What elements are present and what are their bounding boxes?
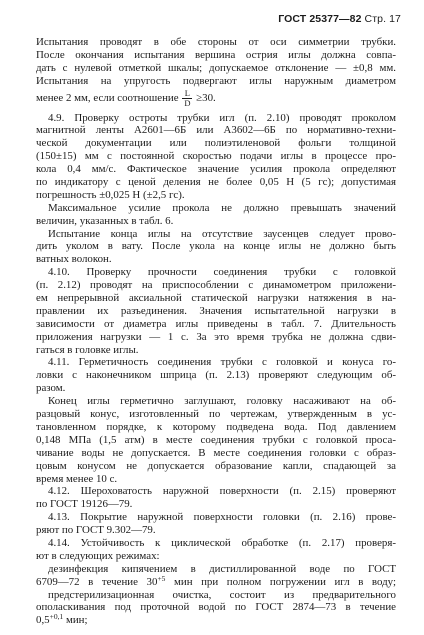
fraction-denominator: D [184, 97, 191, 108]
text-line: ряют по ГОСТ 9.302—79. [36, 524, 156, 537]
text-line: (150±15) мм с постоянной скоростью подачи иглы в процессе про- [36, 150, 396, 163]
text-line: правлении их разъединения. Значения испытательной нагрузки в [36, 304, 396, 317]
text-line: Испытание конца иглы на отсутствие заусенцев следует прово- [48, 227, 396, 240]
text-line: ческой документации или полиэтиленовой фольги толщиной [36, 137, 396, 150]
line-text: мин; [63, 614, 88, 627]
text-line: 4.12. Шероховатость наружной поверхности (п. 2.15) проверяют [48, 485, 396, 498]
text-line: магнитной ленты А2601—6Б или А3602—6Б по нормативно-техни- [36, 124, 396, 137]
text-line: После окончания испытания вершина острия иглы должна совпа- [36, 48, 396, 61]
text-line [36, 88, 396, 108]
text-line: 4.13. Покрытие наружной поверхности головки (п. 2.16) прове- [48, 511, 396, 524]
text-line: приложения нагрузки — 1 с. За это время трубка не должна сдви- [36, 330, 396, 343]
text-line: цовым конусом не допускается образование капли, спадающей за [36, 459, 396, 472]
text-line [36, 576, 396, 589]
text-line: Испытания проводят в обе стороны от оси симметрии трубки. [36, 36, 396, 48]
text-line: дить уколом в вату. После укола на конце иглы не должно быть [36, 240, 396, 253]
text-line: 4.11. Герметичность соединения трубки с головкой и конуса го- [48, 356, 396, 369]
text-line: по индикатору с ценой деления не более 0,05 Н (5 гс); допустимая [36, 176, 396, 189]
text-line: ополаскивания под проточной водой по ГОСТ 2874—73 в течение [36, 601, 396, 614]
document-body [36, 36, 396, 627]
text-line: дезинфекция кипячением в дистиллированной воде по ГОСТ [48, 562, 396, 575]
text-line: 0,148 МПа (1,5 атм) в месте соединения трубки с головкой проса- [36, 433, 396, 446]
text-line: погрешность ±0,025 Н (±2,5 гс). [36, 188, 185, 201]
page-header [278, 13, 401, 25]
text-line: чивание воды не допускается. В месте соединения головки с образ- [36, 446, 396, 459]
text-line: ем непрерывной аксиальной статической нагрузки натяжения в на- [36, 292, 396, 305]
text-line: время менее 10 с. [36, 472, 118, 485]
text-line: разом. [36, 382, 66, 395]
text-line: зависимости от диаметра иглы приведены в табл. 7. Длительность [36, 317, 396, 330]
text-line: тановленном порядке, к которому подведена вода. Под давлением [36, 420, 396, 433]
text-line: Испытания на упругость подвергают иглы наружным диаметром [36, 74, 396, 87]
ratio-fraction [182, 89, 192, 108]
tolerance-superscript: +0,1 [49, 614, 64, 622]
text-line: 4.10. Проверку прочности соединения трубки с головкой [48, 266, 396, 279]
text-line: ловки с наконечником шприца (п. 2.13) проверяют следующим об- [36, 369, 396, 382]
text-line: 4.9. Проверку остроты трубки игл (п. 2.10) проводят проколом [48, 111, 396, 124]
text-line: дать с нулевой отметкой шкалы; допускаемое отклонение — ±0,8 мм. [36, 61, 396, 74]
text-line: величин, указанных в табл. 6. [36, 214, 174, 227]
text-line: кола 0,4 мм/с. Фактическое значение усилия прокола определяют [36, 163, 396, 176]
line-text: 0,5 [36, 614, 50, 627]
standard-number: ГОСТ 25377—82 [278, 13, 362, 25]
line-text: 6709—72 в течение 30 [36, 575, 158, 588]
fraction-numerator: L [182, 89, 192, 99]
line-text: мин при полном погружении игл в воду; [165, 575, 396, 588]
tolerance-superscript: +5 [157, 575, 166, 583]
text-line [36, 614, 396, 627]
text-line: разцовый конус, изготовленный по чертежам, утвержденным в ус- [36, 408, 396, 421]
text-line: ватных волокон. [36, 253, 112, 266]
text-line: (п. 2.12) проводят на приспособлении с динамометром приложени- [36, 279, 396, 292]
text-line: 4.14. Устойчивость к циклической обработке (п. 2.17) проверя- [48, 536, 396, 549]
text-line: гаться в головке иглы. [36, 343, 139, 356]
line-text: менее 2 мм, если соотношение [36, 91, 182, 104]
text-line: по ГОСТ 19126—79. [36, 498, 133, 511]
page-number: Стр. 17 [364, 13, 401, 25]
line-text: ≥30. [193, 91, 216, 104]
text-line: предстерилизационная очистка, состоит из предварительного [48, 588, 396, 601]
text-line: Конец иглы герметично заглушают, головку насаживают на об- [48, 395, 396, 408]
text-line: Максимальное усилие прокола не должно превышать значений [48, 201, 396, 214]
text-line: ют в следующих режимах: [36, 549, 160, 562]
